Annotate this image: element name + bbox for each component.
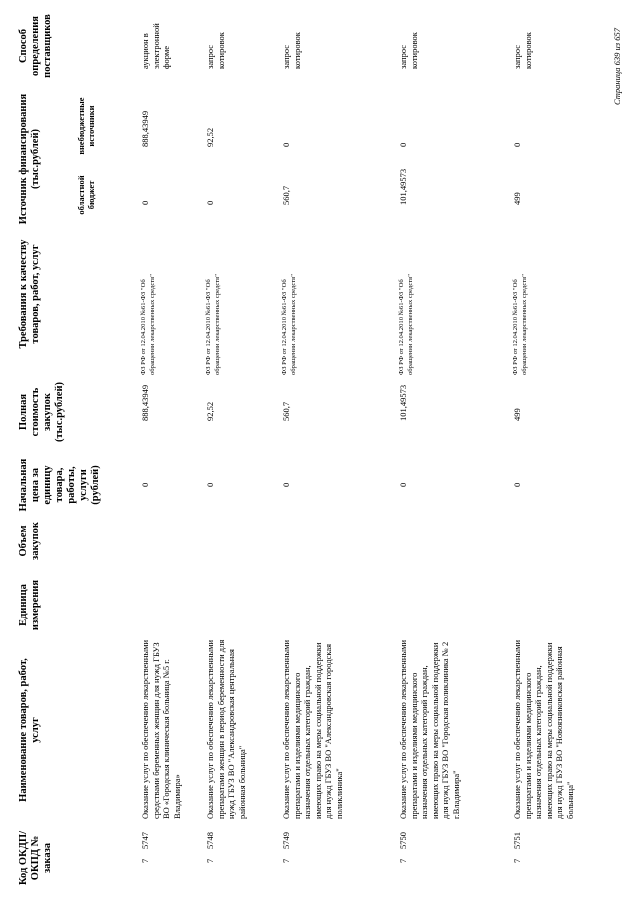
- row-5-okdp: 7: [512, 858, 522, 863]
- row-4-extra: 0: [398, 142, 408, 147]
- row-1-req: ФЗ РФ от 12.04.2010 №61-ФЗ "Об обращении лекарственных средств": [140, 274, 156, 375]
- row-4-name: Оказание услуг по обеспечению лекарственными препаратами и изделиями медицинского назначения отдельных категорий граждан, имеющих право на меры социальной поддержки для нужд ГБУЗ ВО "Городская поликлиника № 2 г.Владимира": [398, 639, 461, 819]
- row-1-name: Оказание услуг по обеспечению лекарственными средствами беременных женщин для нужд ГБУЗ ВО «Городская клиническая больница №5 г. Владимира»: [140, 639, 182, 819]
- header-volume: Объем закупок: [18, 522, 41, 560]
- row-1-order: 5747: [140, 832, 150, 849]
- header-source: Источник финансирования (тыс.рублей): [18, 93, 41, 225]
- row-4-budget: 101,49573: [398, 168, 408, 205]
- row-3-order: 5749: [281, 832, 291, 849]
- header-price: Начальная цена за единицу товара, работы, услуги (рублей): [18, 458, 101, 512]
- row-1-total: 888,43949: [140, 384, 150, 421]
- row-3-method: запрос котировок: [281, 32, 302, 69]
- row-4-method: запрос котировок: [398, 32, 419, 69]
- header-unit: Единица измерения: [18, 579, 41, 631]
- row-1-method: аукцион в электронной форме: [140, 23, 172, 69]
- row-1-okdp: 7: [140, 858, 150, 863]
- row-5-budget: 499: [512, 192, 522, 205]
- header-source-budget: областной бюджет: [76, 175, 96, 215]
- header-req: Требования к качеству товаров, работ, услуг: [18, 239, 41, 349]
- row-2-req: ФЗ РФ от 12.04.2010 №61-ФЗ "Об обращении лекарственных средств": [205, 274, 221, 375]
- row-2-budget: 0: [205, 200, 215, 205]
- row-2-total: 92,52: [205, 401, 215, 421]
- row-4-price: 0: [398, 482, 408, 487]
- row-2-okdp: 7: [205, 858, 215, 863]
- row-5-req: ФЗ РФ от 12.04.2010 №61-ФЗ "Об обращении лекарственных средств": [512, 274, 528, 375]
- header-method: Способ определения поставщиков: [18, 14, 53, 78]
- header-total: Полная стоимость закупок (тыс.рублей): [18, 381, 65, 443]
- row-5-method: запрос котировок: [512, 32, 533, 69]
- row-5-name: Оказание услуг по обеспечению лекарственными препаратами и изделиями медицинского назначения отдельных категорий граждан, имеющих право на меры социальной поддержки для нужд ГБУЗ ВО "Новоязниковская районная больница": [512, 639, 575, 819]
- row-1-price: 0: [140, 482, 150, 487]
- row-5-price: 0: [512, 482, 522, 487]
- header-source-extra: внебюджетные источники: [76, 97, 96, 155]
- row-3-price: 0: [281, 482, 291, 487]
- row-4-order: 5750: [398, 832, 408, 849]
- row-5-total: 499: [512, 408, 522, 421]
- header-code: Код ОКДП/ ОКПД № заказа: [18, 830, 53, 886]
- row-4-total: 101,49573: [398, 384, 408, 421]
- row-2-method: запрос котировок: [205, 32, 226, 69]
- row-5-extra: 0: [512, 142, 522, 147]
- row-2-extra: 92,52: [205, 127, 215, 147]
- row-3-req: ФЗ РФ от 12.04.2010 №61-ФЗ "Об обращении лекарственных средств": [281, 274, 297, 375]
- row-4-req: ФЗ РФ от 12.04.2010 №61-ФЗ "Об обращении лекарственных средств": [398, 274, 414, 375]
- row-3-budget: 560,7: [281, 185, 291, 205]
- row-4-okdp: 7: [398, 858, 408, 863]
- row-3-name: Оказание услуг по обеспечению лекарственными препаратами и изделиями медицинского назначения отдельных категорий граждан, имеющих право на меры социальной поддержки для нужд ГБУЗ ВО "Александровская городская поликлиника": [281, 639, 344, 819]
- page-number: Страница 639 из 657: [612, 28, 622, 105]
- row-1-extra: 888,43949: [140, 110, 150, 147]
- row-5-order: 5751: [512, 832, 522, 849]
- row-2-order: 5748: [205, 832, 215, 849]
- row-1-budget: 0: [140, 200, 150, 205]
- row-3-okdp: 7: [281, 858, 291, 863]
- row-3-total: 560,7: [281, 401, 291, 421]
- row-2-name: Оказание услуг по обеспечению лекарственными препаратами женщин в период беременности для нужд ГБУЗ ВО "Александровская центральная районная больница": [205, 639, 247, 819]
- header-name: Наименование товаров, работ, услуг: [18, 658, 41, 802]
- row-2-price: 0: [205, 482, 215, 487]
- row-3-extra: 0: [281, 142, 291, 147]
